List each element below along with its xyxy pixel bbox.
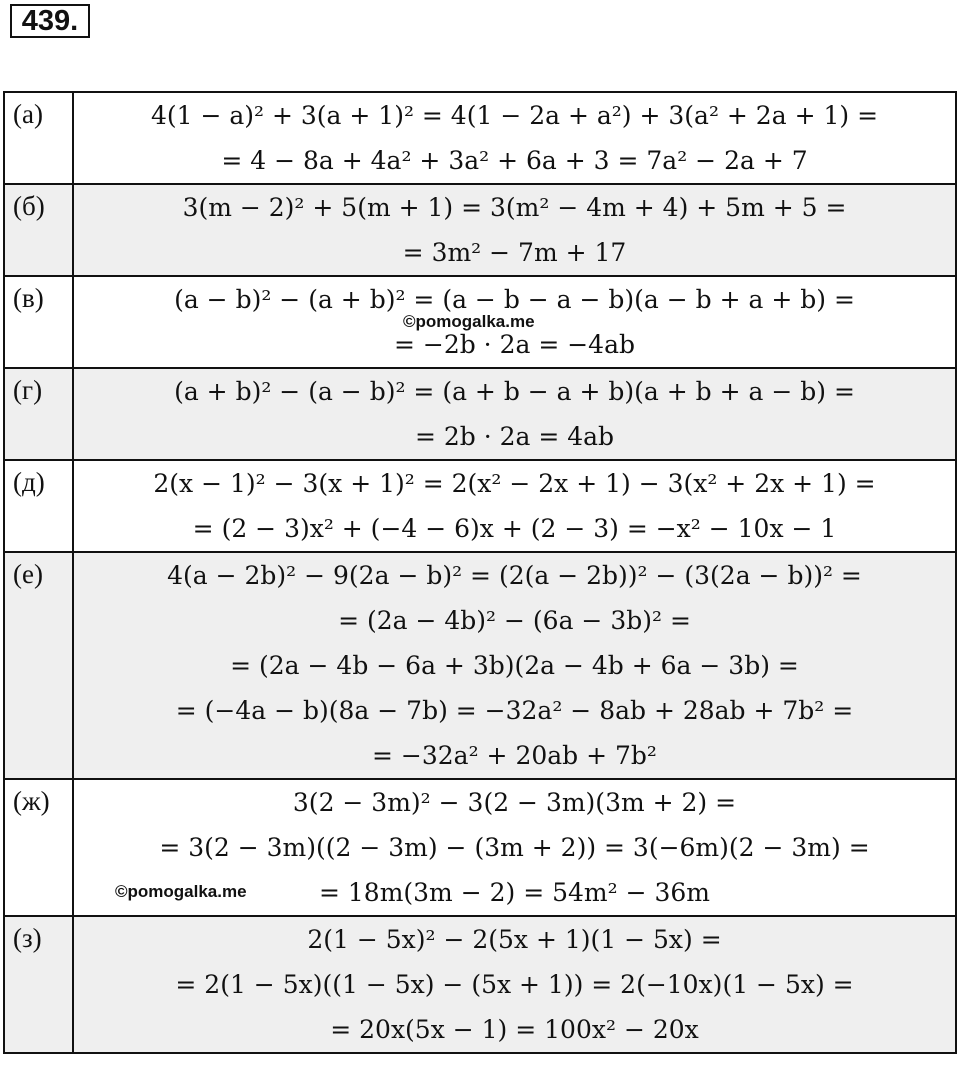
watermark: ©pomogalka.me [403,312,535,331]
row-label: (а) [4,92,73,184]
expression-line: = 20x(5x − 1) = 100x² − 20x [330,1015,699,1044]
solution-row [4,552,956,779]
row-label: (ж) [4,779,73,916]
expression-line: 4(a − 2b)² − 9(2a − b)² = (2(a − 2b))² − (3(2a − b))² = [167,561,862,590]
expression-line: = 18m(3m − 2) = 54m² − 36m [318,878,710,907]
watermark: ©pomogalka.me [115,882,247,901]
row-label: (е) [4,552,73,779]
expression-line: 2(1 − 5x)² − 2(5x + 1)(1 − 5x) = [307,925,722,954]
expression-line: = (−4a − b)(8a − 7b) = −32a² − 8ab + 28ab + 7b² = [175,696,854,725]
row-expression [73,368,956,460]
solution-row [4,460,956,552]
row-expression [73,92,956,184]
expression-line: = −32a² + 20ab + 7b² [372,741,657,770]
expression-line: = (2a − 4b)² − (6a − 3b)² = [338,606,691,635]
row-expression [73,184,956,276]
row-expression [73,552,956,779]
expression-line: 2(x − 1)² − 3(x + 1)² = 2(x² − 2x + 1) − 3(x² + 2x + 1) = [153,469,876,498]
expression-line: = 2b · 2a = 4ab [414,422,615,451]
solution-row [4,92,956,184]
expression-line: = 4 − 8a + 4a² + 3a² + 6a + 3 = 7a² − 2a + 7 [221,146,808,175]
expression-line: 3(m − 2)² + 5(m + 1) = 3(m² − 4m + 4) + 5m + 5 = [182,193,847,222]
expression-line: = (2 − 3)x² + (−4 − 6)x + (2 − 3) = −x² − 10x − 1 [192,514,837,543]
expression-line: 4(1 − a)² + 3(a + 1)² = 4(1 − 2a + a²) + 3(a² + 2a + 1) = [150,101,879,130]
expression-line: (a − b)² − (a + b)² = (a − b − a − b)(a − b + a + b) = [174,285,855,314]
solution-table [3,91,957,1054]
expression-line: = −2b · 2a = −4ab [393,330,635,359]
expression-line: = 3m² − 7m + 17 [402,238,627,267]
row-expression [73,916,956,1053]
expression-line: = (2a − 4b − 6a + 3b)(2a − 4b + 6a − 3b) = [230,651,799,680]
row-label: (з) [4,916,73,1053]
expression-line: = 2(1 − 5x)((1 − 5x) − (5x + 1)) = 2(−10x)(1 − 5x) = [175,970,854,999]
solution-row [4,916,956,1053]
row-label: (в) [4,276,73,368]
solution-row [4,368,956,460]
solution-row [4,184,956,276]
expression-line: = 3(2 − 3m)((2 − 3m) − (3m + 2)) = 3(−6m)(2 − 3m) = [159,833,870,862]
problem-number: 439. [10,4,90,38]
expression-line: (a + b)² − (a − b)² = (a + b − a + b)(a + b + a − b) = [174,377,855,406]
row-label: (б) [4,184,73,276]
row-label: (г) [4,368,73,460]
row-expression [73,460,956,552]
expression-line: 3(2 − 3m)² − 3(2 − 3m)(3m + 2) = [292,788,737,817]
row-label: (д) [4,460,73,552]
